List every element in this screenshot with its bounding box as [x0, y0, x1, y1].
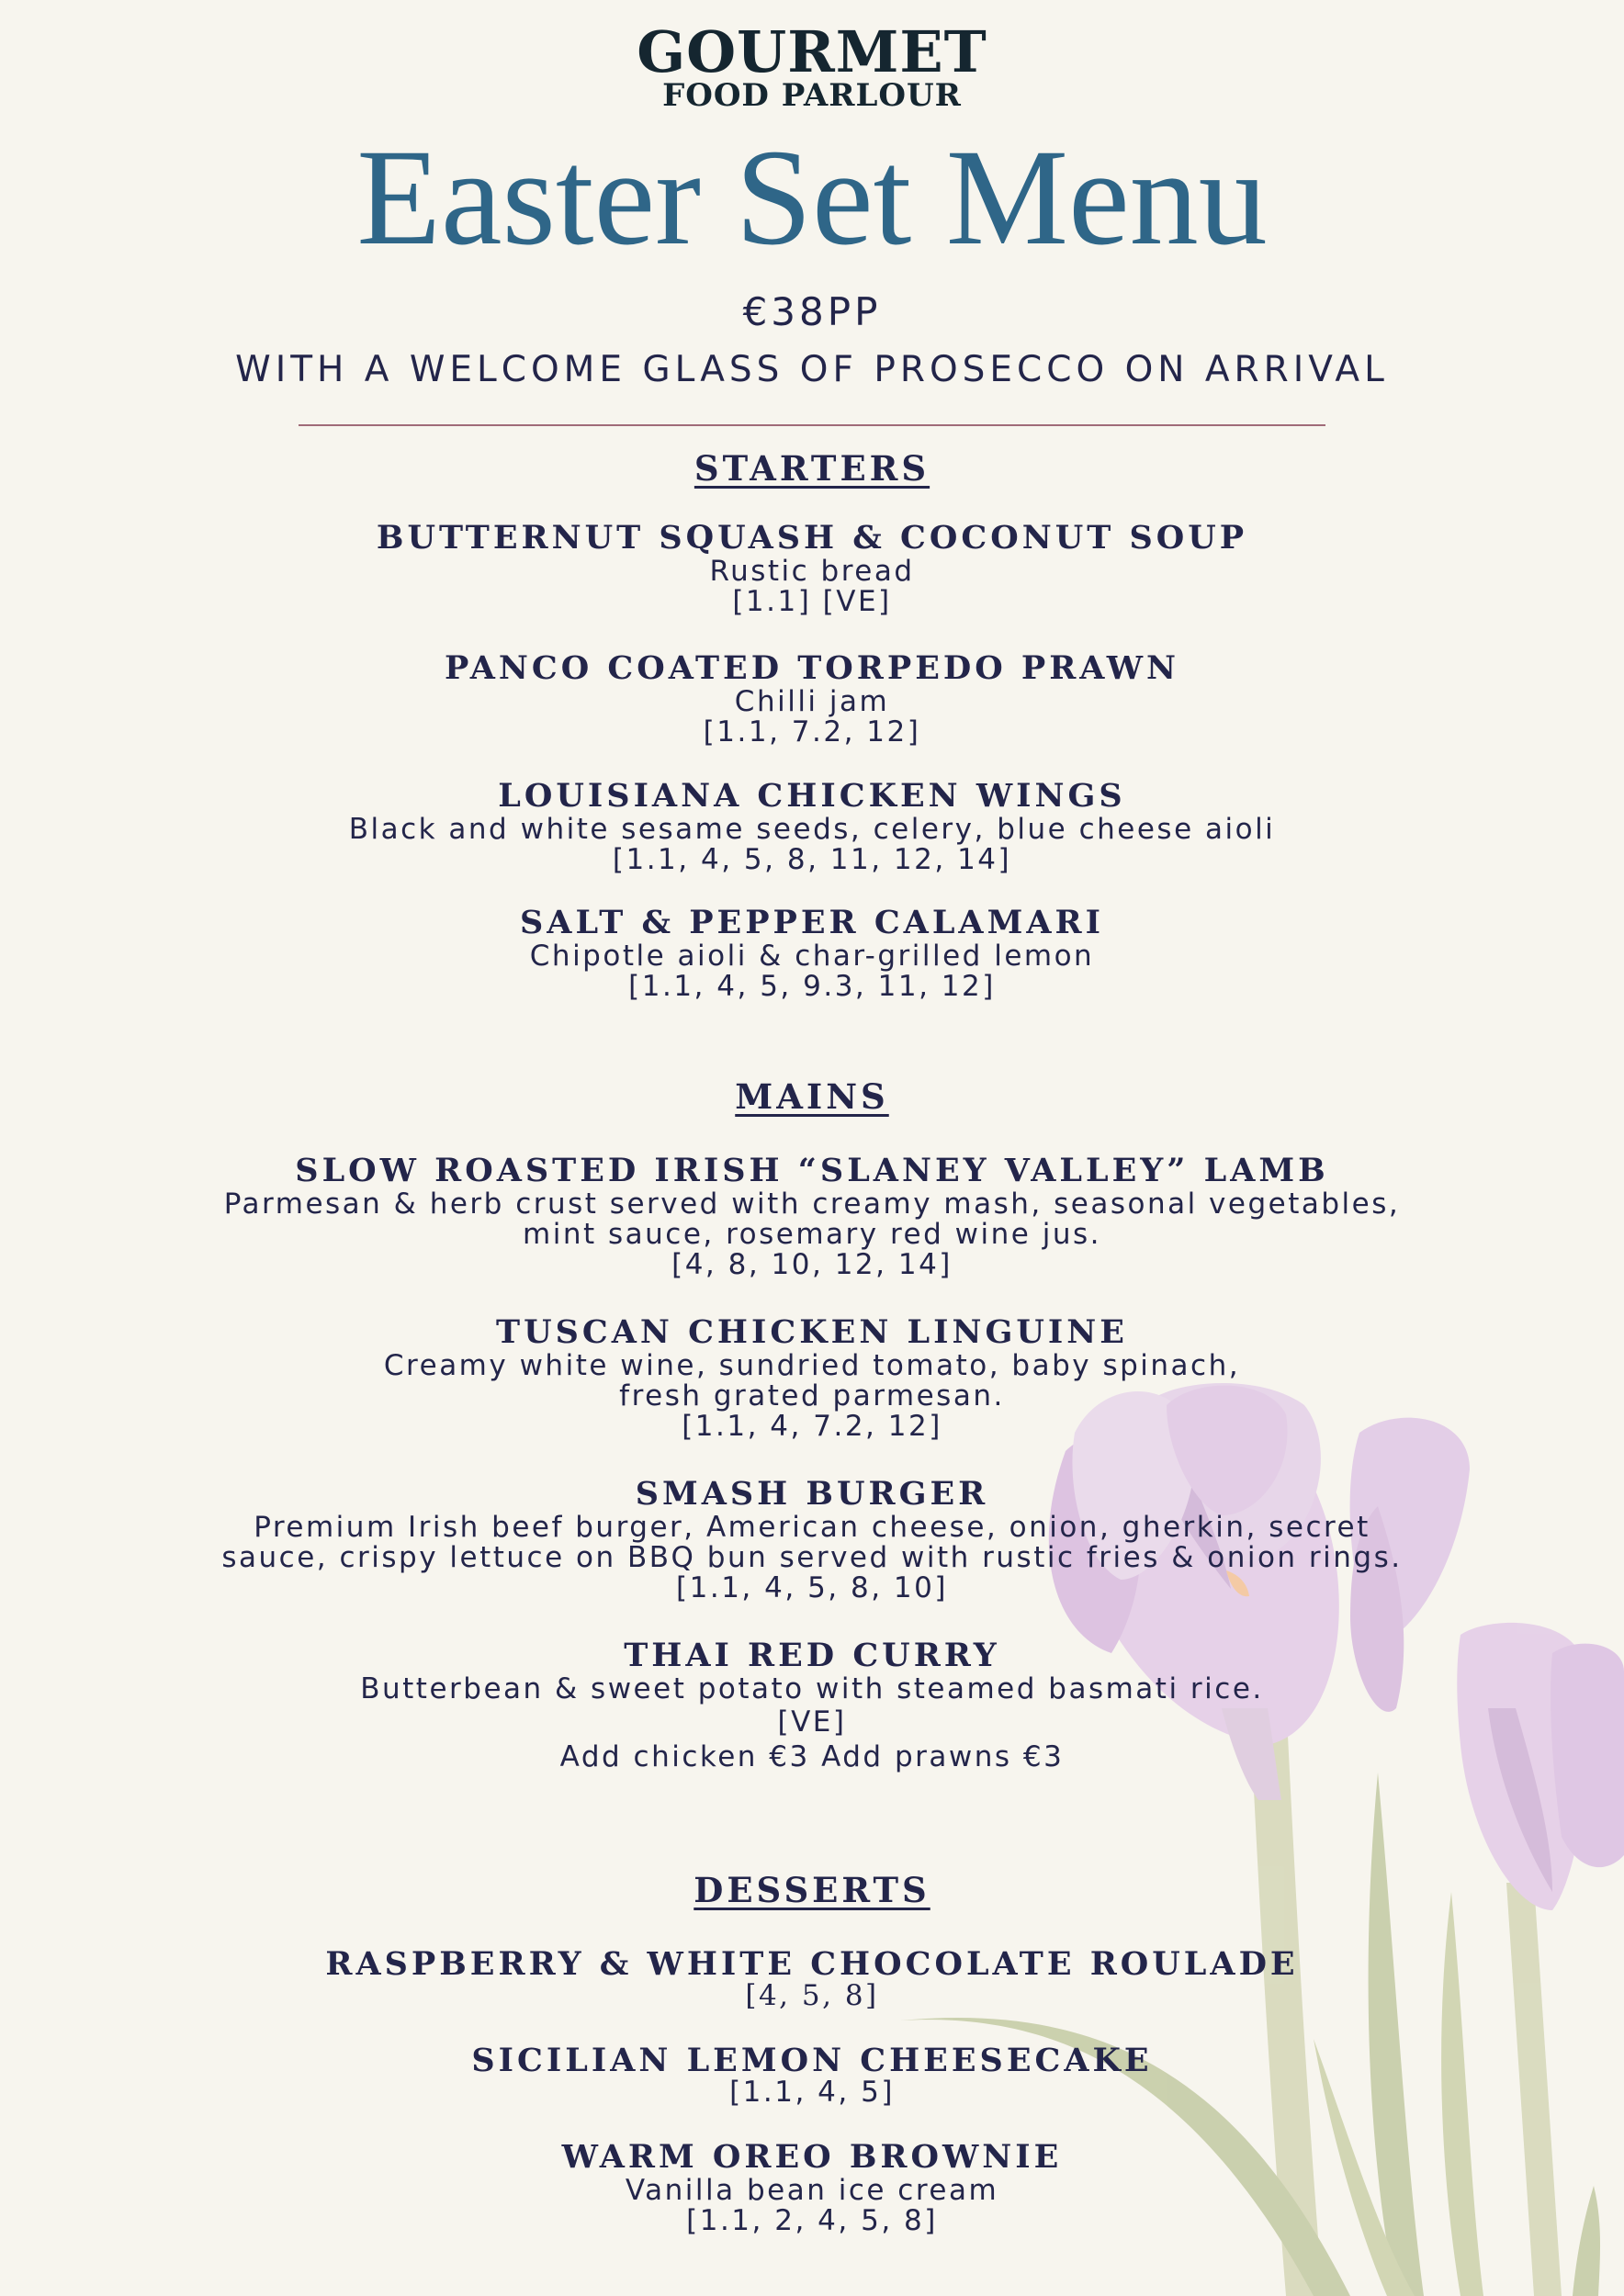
menu-item-addons: Add chicken €3 Add prawns €3 [559, 1740, 1065, 1773]
menu-item-desc: sauce, crispy lettuce on BBQ bun served with rustic fries & onion rings. [221, 1541, 1403, 1574]
menu-item-name: LOUISIANA CHICKEN WINGS [498, 777, 1126, 815]
menu-item-allergens: [1.1, 4, 5, 8, 10] [676, 1571, 948, 1604]
menu-item-name: SALT & PEPPER CALAMARI [520, 904, 1104, 941]
menu-item-name: TUSCAN CHICKEN LINGUINE [496, 1313, 1128, 1351]
menu-item-desc: Black and white sesame seeds, celery, blue cheese aioli [348, 813, 1276, 846]
menu-item-desc: fresh grated parmesan. [619, 1379, 1005, 1412]
section-heading-desserts [0, 1868, 1624, 1912]
brand-logo-line2: FOOD PARLOUR [662, 77, 962, 114]
menu-item-allergens: [1.1, 2, 4, 5, 8] [686, 2204, 938, 2237]
menu-item-allergens: [1.1, 4, 7.2, 12] [682, 1410, 942, 1443]
menu-item-name: SMASH BURGER [635, 1475, 989, 1513]
menu-item-name: WARM OREO BROWNIE [561, 2138, 1063, 2176]
menu-item-allergens: [1.1, 4, 5, 8, 11, 12, 14] [612, 843, 1012, 876]
menu-item-allergens: [1.1, 7.2, 12] [703, 715, 921, 748]
section-heading-text: STARTERS [694, 448, 930, 489]
menu-item-name: RASPBERRY & WHITE CHOCOLATE ROULADE [325, 1945, 1299, 1983]
section-heading-starters [0, 446, 1624, 490]
menu-item-name: THAI RED CURRY [624, 1637, 1000, 1674]
price: €38PP [742, 289, 882, 334]
brand-logo-line1: GOURMET [637, 18, 987, 85]
section-heading-text: MAINS [735, 1076, 889, 1117]
menu-item-name: SLOW ROASTED IRISH “SLANEY VALLEY” LAMB [295, 1152, 1329, 1189]
menu-item-name: PANCO COATED TORPEDO PRAWN [444, 649, 1180, 687]
section-heading-mains [0, 1075, 1624, 1119]
menu-item-allergens: [1.1] [VE] [732, 585, 892, 618]
divider [299, 424, 1325, 426]
menu-item-allergens: [4, 8, 10, 12, 14] [671, 1248, 953, 1281]
menu-item-allergens: [4, 5, 8] [745, 1979, 879, 2012]
menu-item-desc: Premium Irish beef burger, American cheese, onion, gherkin, secret [254, 1511, 1370, 1544]
menu-item-desc: Rustic bread [709, 555, 915, 588]
menu-item-desc: Chipotle aioli & char-grilled lemon [529, 940, 1095, 973]
subtitle: WITH A WELCOME GLASS OF PROSECCO ON ARRIVAL [235, 349, 1389, 390]
menu-item-name: BUTTERNUT SQUASH & COCONUT SOUP [376, 519, 1248, 557]
section-heading-text: DESSERTS [694, 1870, 930, 1910]
menu-item-desc: Vanilla bean ice cream [625, 2174, 999, 2207]
menu-item-desc: Butterbean & sweet potato with steamed basmati rice. [360, 1672, 1264, 1705]
page-title: Easter Set Menu [356, 121, 1268, 274]
menu-item-allergens: [1.1, 4, 5] [729, 2076, 895, 2109]
menu-item-name: SICILIAN LEMON CHEESECAKE [471, 2042, 1153, 2079]
menu-item-desc: Parmesan & herb crust served with creamy mash, seasonal vegetables, [223, 1187, 1401, 1221]
menu-item-allergens: [VE] [777, 1705, 847, 1739]
menu-item-desc: mint sauce, rosemary red wine jus. [523, 1218, 1101, 1251]
menu-item-allergens: [1.1, 4, 5, 9.3, 11, 12] [628, 970, 996, 1003]
menu-item-desc: Creamy white wine, sundried tomato, baby spinach, [383, 1349, 1241, 1382]
menu-item-desc: Chilli jam [734, 685, 890, 718]
